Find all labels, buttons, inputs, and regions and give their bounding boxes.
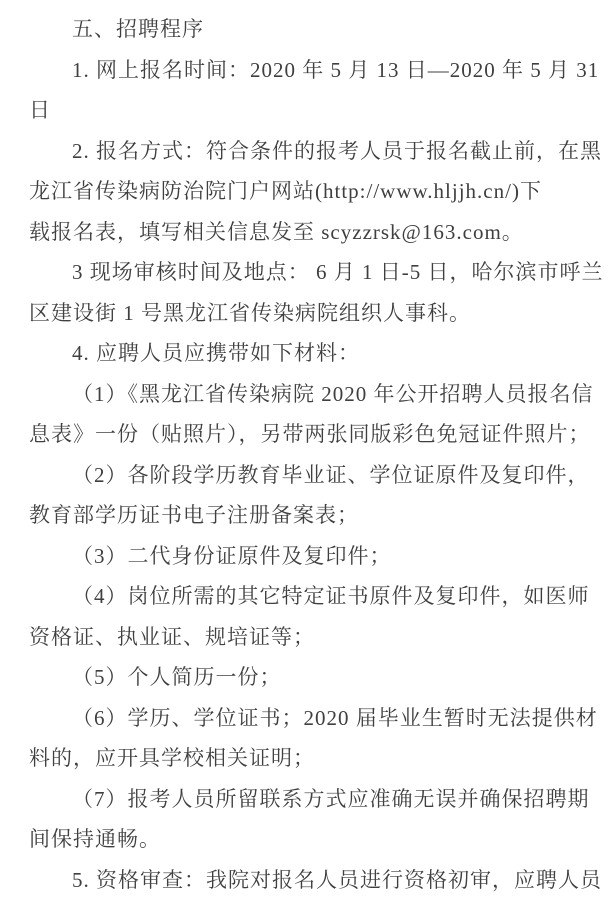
text-line: 5. 资格审查：我院对报名人员进行资格初审，应聘人员	[72, 867, 602, 892]
text-line: （1）《黑龙江省传染病院 2020 年公开招聘人员报名信	[72, 381, 594, 406]
text-line: 4. 应聘人员应携带如下材料：	[72, 341, 360, 365]
text-line: 料的，应开具学校相关证明；	[29, 746, 315, 770]
text-line: （2）各阶段学历教育毕业证、学位证原件及复印件，	[72, 462, 590, 487]
text-line: 2. 报名方式：符合条件的报考人员于报名截止前，在黑	[72, 138, 602, 163]
section-heading-line: 五、招聘程序	[72, 17, 204, 41]
text-line: （7）报考人员所留联系方式应准确无误并确保招聘期	[72, 786, 590, 811]
text-line: 1. 网上报名时间：2020 年 5 月 13 日—2020 年 5 月 31	[72, 57, 600, 82]
text-line: 资格证、执业证、规培证等；	[29, 624, 315, 649]
text-line: 教育部学历证书电子注册备案表；	[29, 503, 359, 527]
document-body	[29, 9, 605, 900]
text-line: 载报名表，填写相关信息发至 scyzzrsk@163.com。	[29, 219, 524, 244]
text-line: （5）个人简历一份；	[72, 665, 282, 689]
text-line: 间保持通畅。	[29, 827, 161, 851]
text-line: 区建设街 1 号黑龙江省传染病院组织人事科。	[29, 300, 471, 325]
text-line: （4）岗位所需的其它特定证书原件及复印件，如医师	[72, 584, 590, 608]
text-line: 息表》一份（贴照片），另带两张同版彩色免冠证件照片；	[29, 422, 591, 446]
text-line: 3 现场审核时间及地点： 6 月 1 日-5 日，哈尔滨市呼兰	[72, 260, 604, 284]
text-line: 龙江省传染病防治院门户网站(http://www.hljjh.cn/)下	[29, 179, 542, 203]
text-line: （6）学历、学位证书；2020 届毕业生暂时无法提供材	[72, 705, 598, 730]
text-line: 日	[29, 98, 51, 122]
text-line: （3）二代身份证原件及复印件；	[72, 543, 392, 568]
